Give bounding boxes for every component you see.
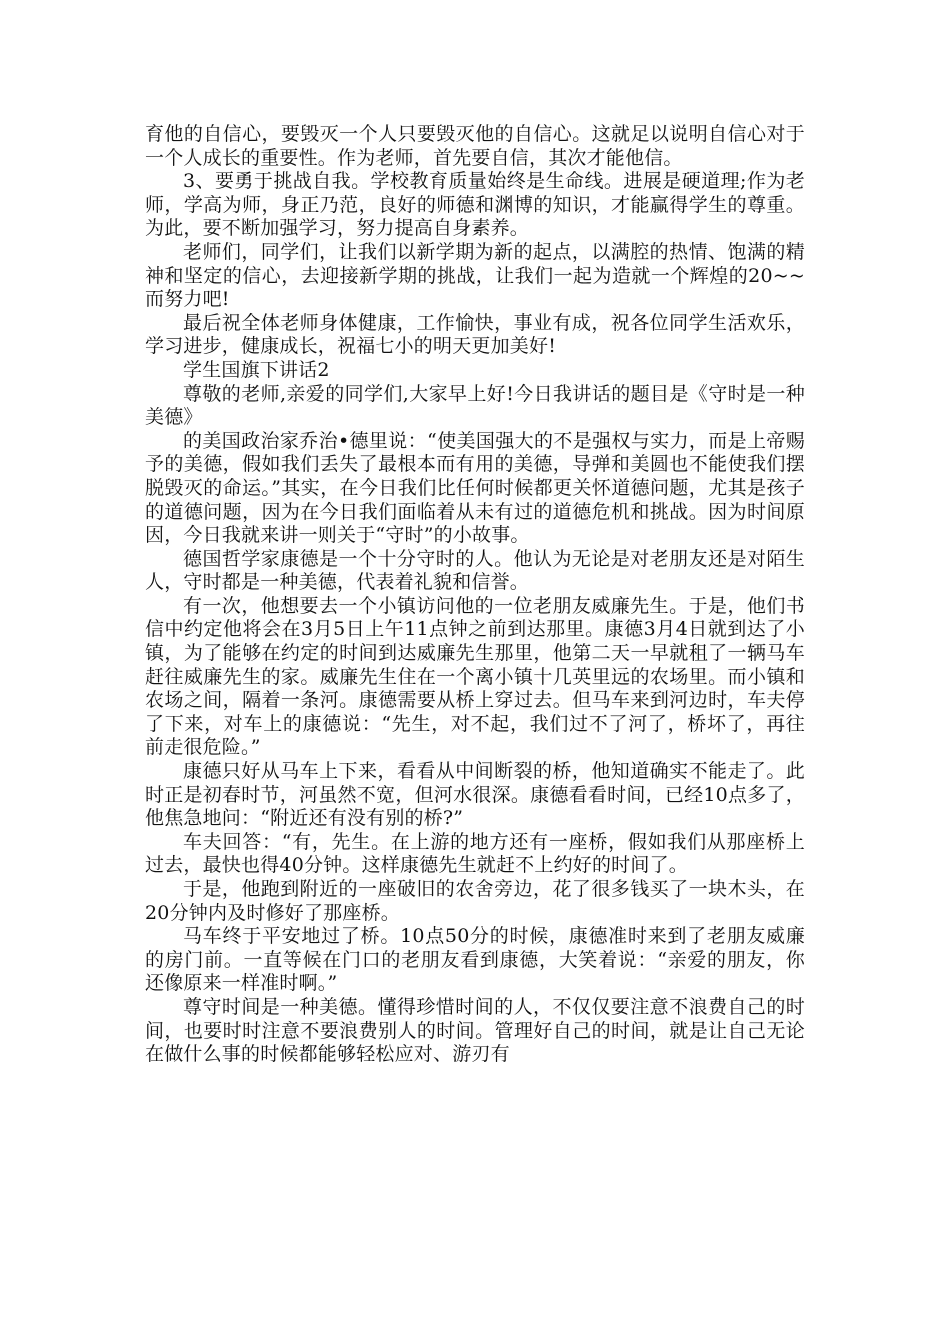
paragraph-4: 最后祝全体老师身体健康，工作愉快，事业有成，祝各位同学生活欢乐，学习进步，健康成长，祝福七小的明天更加美好! [145, 311, 805, 358]
paragraph-quote: 的美国政治家乔治•德里说：“使美国强大的不是强权与实力，而是上帝赐予的美德，假如我们丢失了最根本而有用的美德，导弹和美圆也不能使我们摆脱毁灭的命运。”其实，在今日我们比任何时候都更关怀道德问题，尤其是孩子的道德问题，因为在今日我们面临着从未有过的道德危机和挑战。因为时间原因，今日我就来讲一则关于“守时”的小故事。 [145, 429, 805, 547]
paragraph-2: 3、要勇于挑战自我。学校教育质量始终是生命线。进展是硬道理;作为老师，学高为师，身正乃范，良好的师德和渊博的知识，才能赢得学生的尊重。为此，要不断加强学习，努力提高自身素养。 [145, 170, 805, 240]
paragraph-greeting: 尊敬的老师,亲爱的同学们,大家早上好!今日我讲话的题目是《守时是一种美德》 [145, 382, 805, 429]
section-heading: 学生国旗下讲话2 [183, 358, 330, 381]
paragraph-story-3: 车夫回答：“有，先生。在上游的地方还有一座桥，假如我们从那座桥上过去，最快也得40分钟。这样康德先生就赶不上约好的时间了。 [145, 830, 805, 877]
paragraph-story-2: 康德只好从马车上下来，看看从中间断裂的桥，他知道确实不能走了。此时正是初春时节，河虽然不宽，但河水很深。康德看看时间，已经10点多了，他焦急地问：“附近还有没有别的桥?” [145, 760, 805, 830]
paragraph-story-1: 有一次，他想要去一个小镇访问他的一位老朋友威廉先生。于是，他们书信中约定他将会在3月5日上午11点钟之前到达那里。康德3月4日就到达了小镇，为了能够在约定的时间到达威廉先生那里，他第二天一早就租了一辆马车赶往威廉先生的家。威廉先生住在一个离小镇十几英里远的农场里。而小镇和农场之间，隔着一条河。康德需要从桥上穿过去。但马车来到河边时，车夫停了下来，对车上的康德说：“先生，对不起，我们过不了河了，桥坏了，再往前走很危险。” [145, 594, 805, 759]
paragraph-kant-intro: 德国哲学家康德是一个十分守时的人。他认为无论是对老朋友还是对陌生人，守时都是一种美德，代表着礼貌和信誉。 [145, 547, 805, 594]
document-body [145, 123, 805, 1067]
paragraph-story-4: 于是，他跑到附近的一座破旧的农舍旁边，花了很多钱买了一块木头，在20分钟内及时修好了那座桥。 [145, 878, 805, 924]
paragraph-conclusion: 尊守时间是一种美德。懂得珍惜时间的人，不仅仅要注意不浪费自己的时间，也要时时注意不要浪费别人的时间。管理好自己的时间，就是让自己无论在做什么事的时候都能够轻松应对、游刃有 [145, 995, 805, 1066]
paragraph-story-5: 马车终于平安地过了桥。10点50分的时候，康德准时来到了老朋友威廉的房门前。一直等候在门口的老朋友看到康德，大笑着说：“亲爱的朋友，你还像原来一样准时啊。” [145, 925, 805, 995]
paragraph-3: 老师们，同学们，让我们以新学期为新的起点，以满腔的热情、饱满的精神和坚定的信心，去迎接新学期的挑战，让我们一起为造就一个辉煌的20~~而努力吧! [145, 240, 805, 311]
paragraph-1: 育他的自信心，要毁灭一个人只要毁灭他的自信心。这就足以说明自信心对于一个人成长的重要性。作为老师，首先要自信，其次才能他信。 [145, 123, 805, 169]
